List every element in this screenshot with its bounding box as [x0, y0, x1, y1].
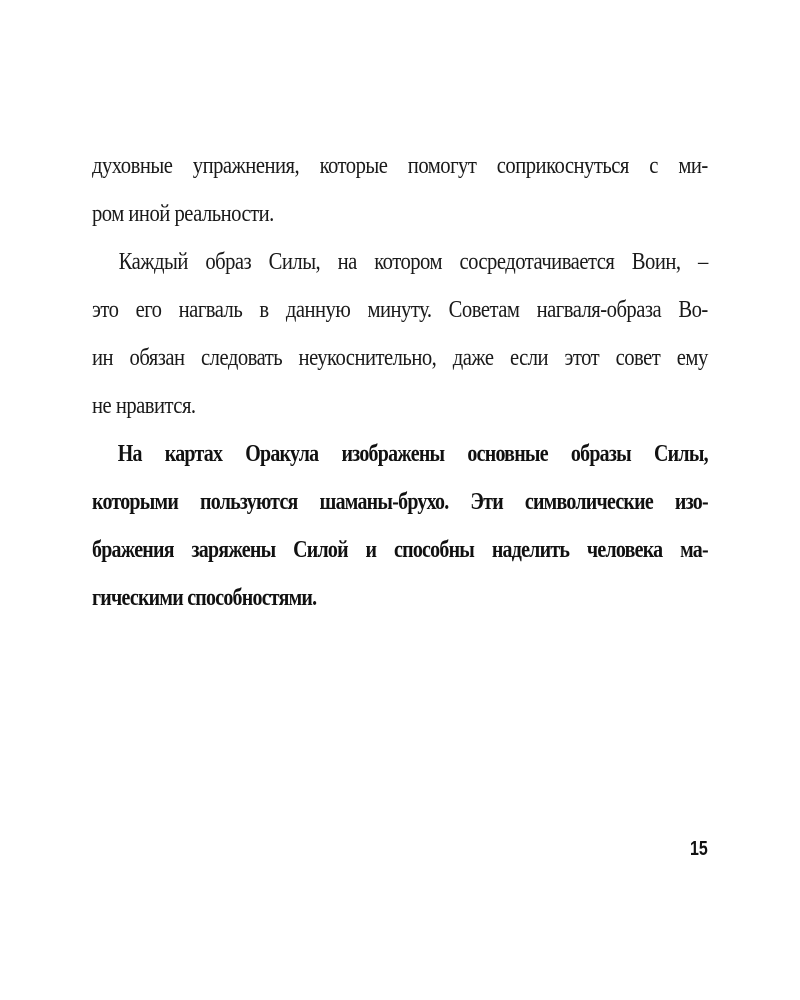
text-line: Каждый образ Силы, на котором сосредотачивается Воин, – — [118, 249, 708, 275]
page-number: 15 — [690, 838, 708, 860]
text-line: которыми пользуются шаманы-брухо. Эти символические изо- — [92, 489, 708, 515]
page-body — [92, 142, 708, 622]
text-line: ром иной реальности. — [92, 201, 274, 227]
paragraph-3-highlighted — [92, 430, 708, 622]
paragraph-2 — [92, 238, 708, 430]
text-line: бражения заряжены Силой и способны наделить человека ма- — [92, 537, 708, 563]
text-line: это его нагваль в данную минуту. Советам нагваля-образа Во- — [92, 297, 708, 323]
paragraph-1 — [92, 142, 708, 238]
text-line: На картах Оракула изображены основные образы Силы, — [117, 441, 708, 467]
text-line: гическими способностями. — [92, 585, 317, 611]
text-line: ин обязан следовать неукоснительно, даже если этот совет ему — [92, 345, 708, 371]
text-line: духовные упражнения, которые помогут соприкоснуться с ми- — [92, 153, 708, 179]
text-line: не нравится. — [92, 393, 196, 419]
